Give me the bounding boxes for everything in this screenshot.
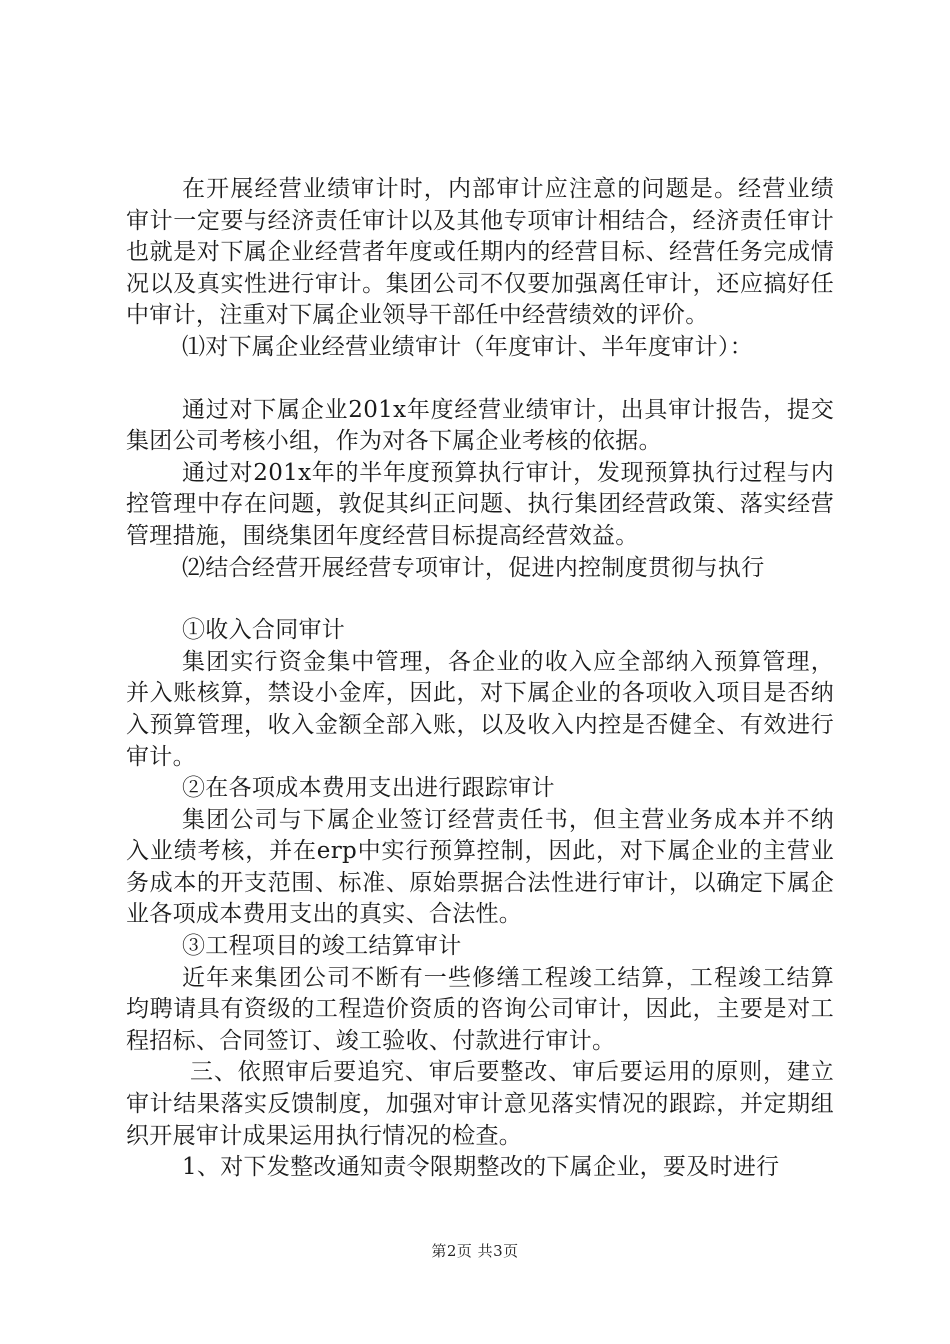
heading-special-audit: ⑵结合经营开展经营专项审计，促进内控制度贯彻与执行 (182, 554, 765, 581)
paragraph-annual-audit-report: 通过对下属企业201x年度经营业绩审计，出具审计报告，提交集团公司考核小组，作为对各下属企业考核的依据。 (126, 396, 834, 455)
paragraph-intro: 在开展经营业绩审计时，内部审计应注意的问题是。经营业绩审计一定要与经济责任审计以及其他专项审计相结合，经济责任审计也就是对下属企业经营者年度或任期内的经营目标、经营任务完成情况以及真实性进行审计。集团公司不仅要加强离任审计，还应搞好任中审计，注重对下属企业领导干部任中经营绩效的评价。 (126, 176, 834, 329)
heading-income-contract-audit: ①收入合同审计 (182, 617, 346, 644)
paragraph-income-contract-audit: 集团实行资金集中管理，各企业的收入应全部纳入预算管理，并入账核算，禁设小金库，因此，对下属企业的各项收入项目是否纳入预算管理，收入金额全部入账，以及收入内控是否健全、有效进行审计。 (126, 648, 834, 770)
heading-annual-audit: ⑴对下属企业经营业绩审计（年度审计、半年度审计）： (182, 333, 753, 360)
paragraph-project-settlement-audit: 近年来集团公司不断有一些修缮工程竣工结算，工程竣工结算均聘请具有资级的工程造价资质的咨询公司审计，因此，主要是对工程招标、合同签订、竣工验收、付款进行审计。 (126, 964, 834, 1054)
page-footer: 第2页 共3页 (431, 1242, 519, 1260)
heading-project-settlement-audit: ③工程项目的竣工结算审计 (182, 933, 462, 960)
paragraph-half-year-audit: 通过对201x年的半年度预算执行审计，发现预算执行过程与内控管理中存在问题，敦促其纠正问题、执行集团经营政策、落实经营管理措施，围绕集团年度经营目标提高经营效益。 (126, 459, 834, 549)
paragraph-item-one: 1、对下发整改通知责令限期整改的下属企业，要及时进行 (182, 1154, 780, 1181)
paragraph-section-three: 三、依照审后要追究、审后要整改、审后要运用的原则，建立审计结果落实反馈制度，加强对审计意见落实情况的跟踪，并定期组织开展审计成果运用执行情况的检查。 (126, 1059, 834, 1149)
paragraph-cost-tracking-audit: 集团公司与下属企业签订经营责任书，但主营业务成本并不纳入业绩考核，并在erp中实行预算控制，因此，对下属企业的主营业务成本的开支范围、标准、原始票据合法性进行审计，以确定下属企业各项成本费用支出的真实、合法性。 (126, 806, 834, 928)
heading-cost-tracking-audit: ②在各项成本费用支出进行跟踪审计 (182, 775, 555, 802)
document-body (126, 174, 834, 1184)
